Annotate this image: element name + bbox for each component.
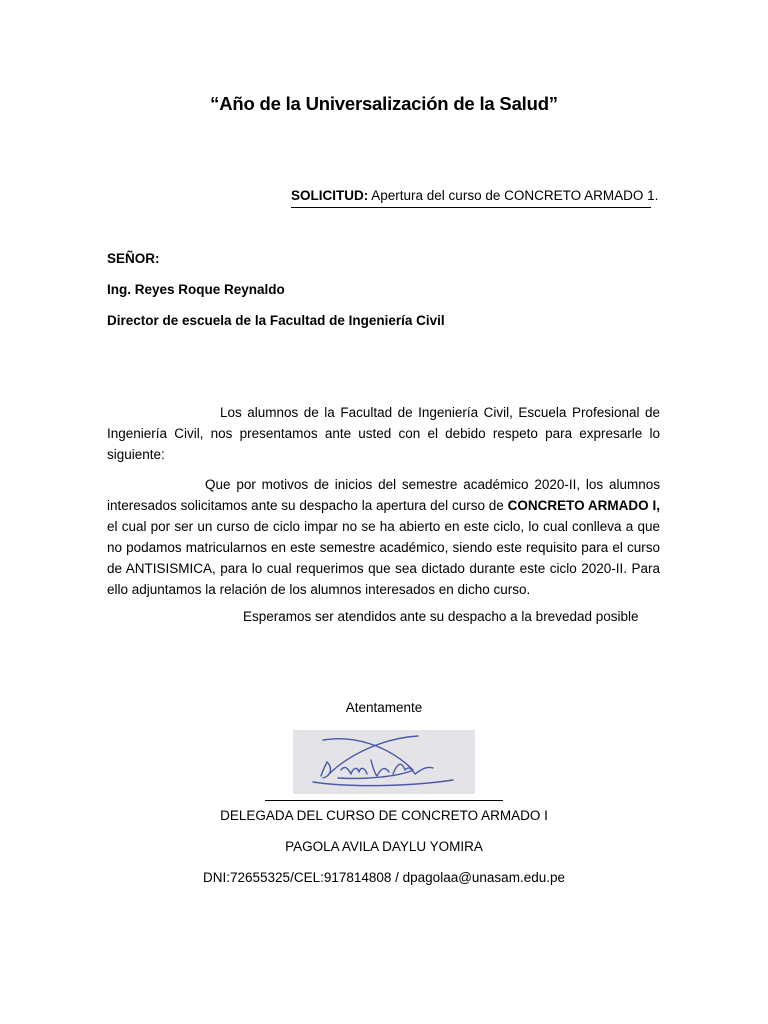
signer-role: DELEGADA DEL CURSO DE CONCRETO ARMADO I — [220, 808, 548, 823]
subject-text: Apertura del curso de CONCRETO ARMADO 1. — [371, 188, 659, 203]
farewell-text: Atentamente — [345, 700, 423, 715]
addressee-position: Director de escuela de la Facultad de Ingeniería Civil — [107, 313, 445, 328]
subject-label: SOLICITUD: — [291, 188, 369, 203]
addressee-salutation: SEÑOR: — [107, 251, 160, 266]
request-text-end: el cual por ser un curso de ciclo impar no se ha abierto en este ciclo, lo cual conlleva a que no podamos matricularnos en este semestre académico, siendo este requisito para el curso de ANTISISMICA, para lo cual requerimos que sea dictado durante este ciclo 2020-II. Para ello adjuntamos la relación de los alumnos interesados en dicho curso. — [107, 519, 660, 597]
signature-icon — [293, 730, 475, 794]
body-paragraph-request — [107, 474, 660, 600]
signature-line — [265, 800, 503, 801]
addressee-name: Ing. Reyes Roque Reynaldo — [107, 282, 285, 297]
request-subject — [291, 188, 659, 208]
signer-name: PAGOLA AVILA DAYLU YOMIRA — [285, 839, 483, 854]
signer-contact: DNI:72655325/CEL:917814808 / dpagolaa@unasam.edu.pe — [203, 870, 565, 885]
course-name-highlight: CONCRETO ARMADO I, — [507, 498, 660, 513]
request-text-start: Que por motivos de inicios del semestre académico 2020-II, los alumnos interesados solicitamos ante su despacho la apertura del curso de — [107, 477, 660, 513]
body-closing-line: Esperamos ser atendidos ante su despacho a la brevedad posible — [243, 609, 639, 624]
body-paragraph-intro: Los alumnos de la Facultad de Ingeniería Civil, Escuela Profesional de Ingeniería Civil, nos presentamos ante usted con el debido respeto para expresarle lo siguiente: — [107, 405, 660, 462]
handwritten-signature — [293, 730, 475, 794]
document-motto: “Año de la Universalización de la Salud” — [210, 93, 558, 114]
